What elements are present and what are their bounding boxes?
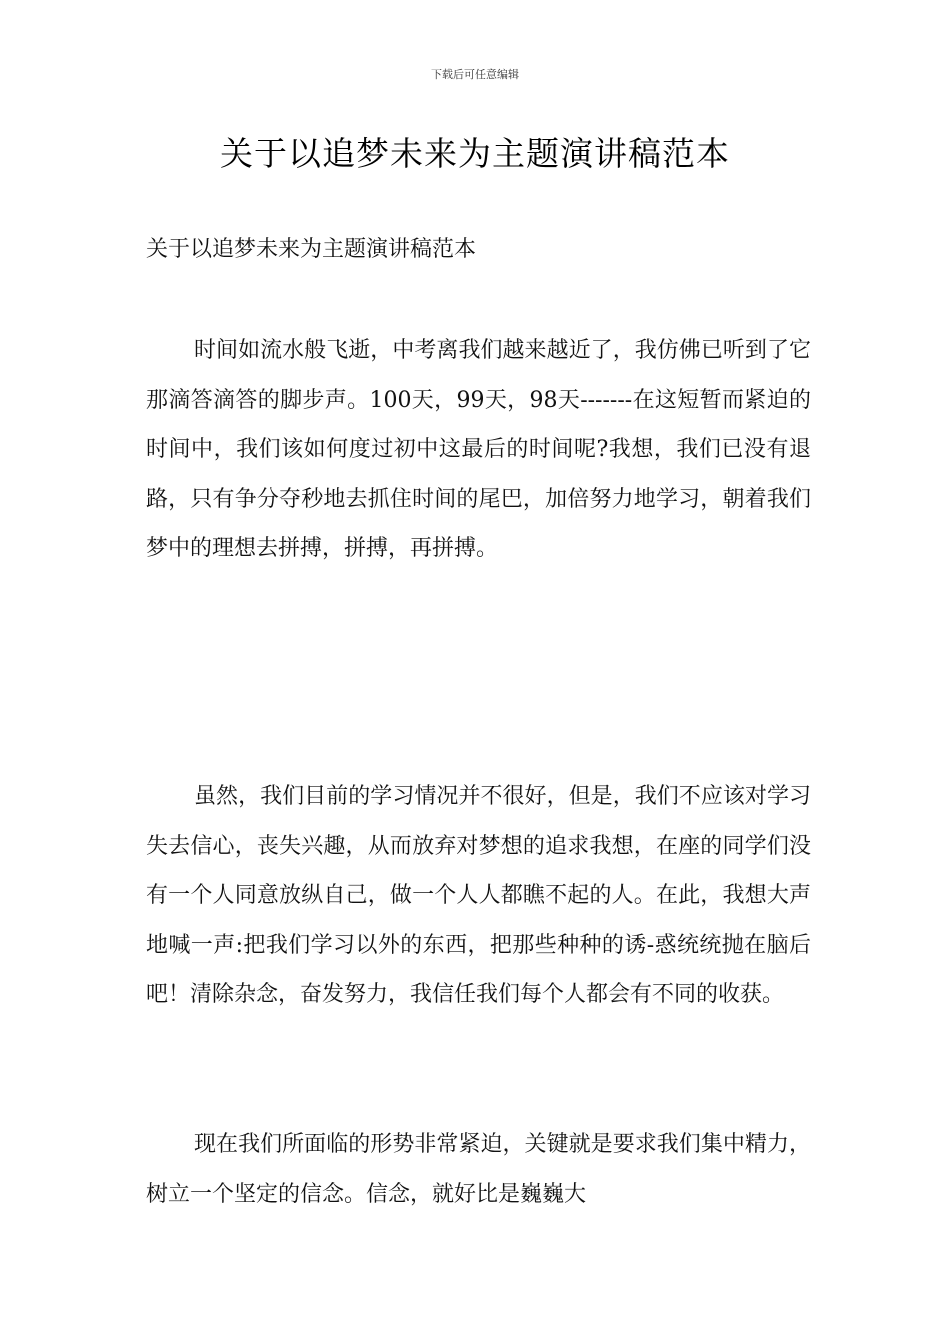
paragraph-2: 虽然，我们目前的学习情况并不很好，但是，我们不应该对学习失去信心，丧失兴趣，从而放弃对梦想的追求我想，在座的同学们没有一个人同意放纵自己，做一个人人都瞧不起的人。在此，我想大声地喊一声:把我们学习以外的东西，把那些种种的诱-惑统统抛在脑后吧！清除杂念，奋发努力，我信任我们每个人都会有不同的收获。 xyxy=(146,784,811,1007)
document-subtitle: 关于以追梦未来为主题演讲稿范本 xyxy=(146,237,477,262)
paragraph-3: 现在我们所面临的形势非常紧迫，关键就是要求我们集中精力，树立一个坚定的信念。信念，就好比是巍巍大 xyxy=(146,1132,811,1207)
paragraph-1: 时间如流水般飞逝，中考离我们越来越近了，我仿佛已听到了它那滴答滴答的脚步声。100天，99天，98天-------在这短暂而紧迫的时间中，我们该如何度过初中这最后的时间呢?我想，我们已没有退路，只有争分夺秒地去抓住时间的尾巴，加倍努力地学习，朝着我们梦中的理想去拼搏，拼搏，再拼搏。 xyxy=(146,338,811,561)
document-title: 关于以追梦未来为主题演讲稿范本 xyxy=(220,134,730,173)
header-note: 下载后可任意编辑 xyxy=(431,68,519,81)
